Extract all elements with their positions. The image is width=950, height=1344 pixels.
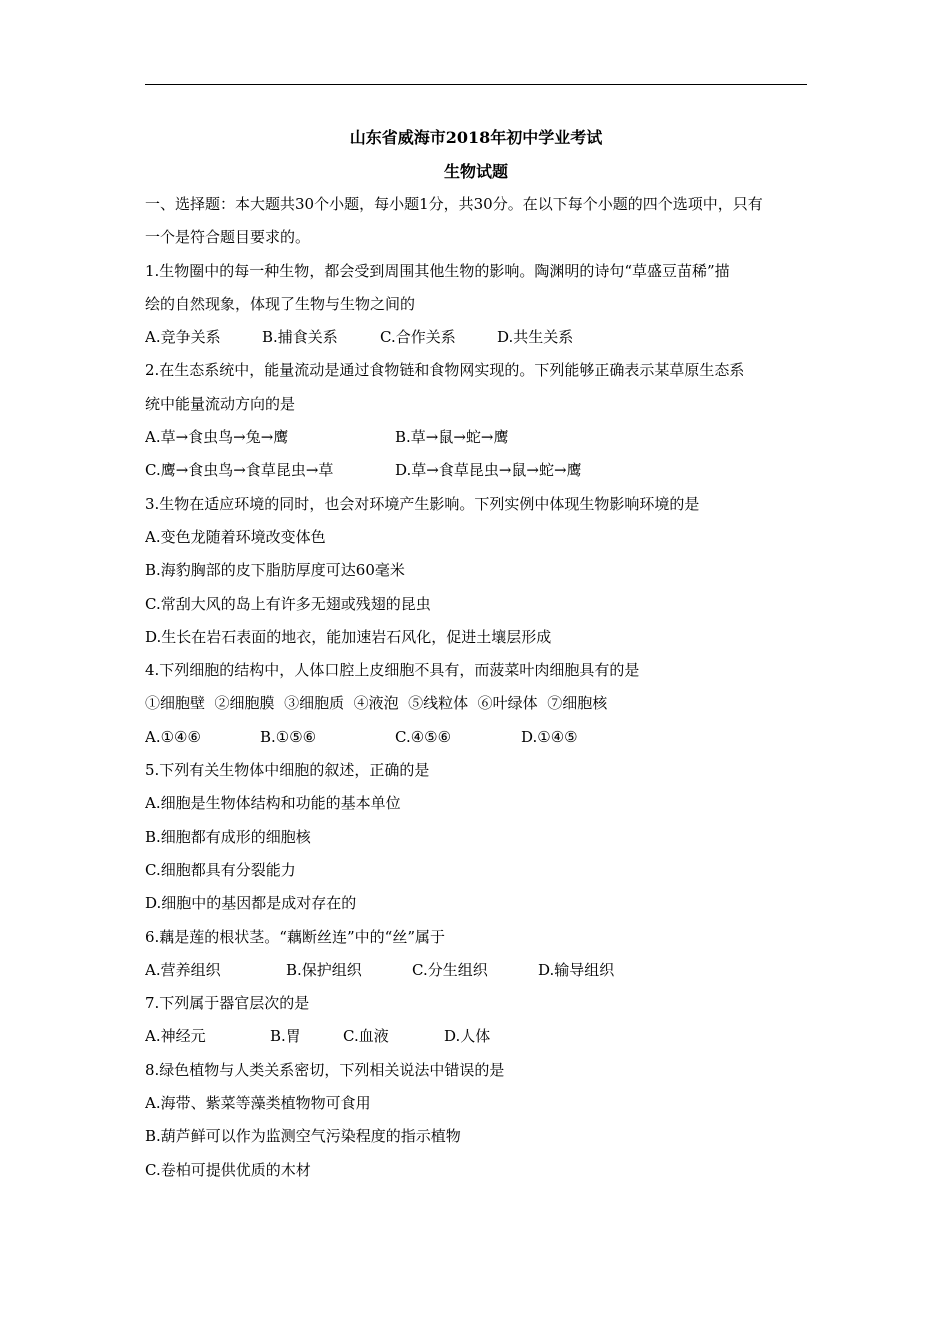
question-5-stem: 5.下列有关生物体中细胞的叙述，正确的是 xyxy=(145,761,430,780)
option-a: A.海带、紫菜等藻类植物物可食用 xyxy=(145,1094,371,1113)
option-d: D.细胞中的基因都是成对存在的 xyxy=(145,894,357,913)
option-a: A.变色龙随着环境改变体色 xyxy=(145,527,326,546)
option-c: C.卷柏可提供优质的木材 xyxy=(145,1160,311,1179)
option-a: A.细胞是生物体结构和功能的基本单位 xyxy=(145,794,401,813)
option-b: B.草→鼠→蛇→鹰 xyxy=(395,428,509,447)
option-b: B.细胞都有成形的细胞核 xyxy=(145,827,311,846)
question-4-items: ①细胞壁 ②细胞膜 ③细胞质 ④液泡 ⑤线粒体 ⑥叶绿体 ⑦细胞核 xyxy=(145,694,608,713)
option-c: C.鹰→食虫鸟→食草昆虫→草 xyxy=(145,461,334,480)
option-a: A.草→食虫鸟→兔→鹰 xyxy=(145,428,289,447)
question-6-options xyxy=(145,954,807,987)
question-6-stem: 6.藕是莲的根状茎。“藕断丝连”中的“丝”属于 xyxy=(145,927,445,946)
option-b: B.胃 xyxy=(270,1027,301,1046)
option-a: A.竞争关系 xyxy=(145,328,221,347)
question-7-stem: 7.下列属于器官层次的是 xyxy=(145,994,310,1013)
option-d: D.共生关系 xyxy=(497,328,574,347)
option-c: C.血液 xyxy=(343,1027,389,1046)
option-c: C.合作关系 xyxy=(380,328,456,347)
question-4-stem: 4.下列细胞的结构中，人体口腔上皮细胞不具有，而菠菜叶肉细胞具有的是 xyxy=(145,661,640,680)
question-2-options-row1 xyxy=(145,421,807,454)
option-c: C.④⑤⑥ xyxy=(395,727,452,746)
option-a: A.营养组织 xyxy=(145,960,221,979)
question-2-options-row2 xyxy=(145,454,807,487)
question-4-options xyxy=(145,721,807,754)
option-d: D.生长在岩石表面的地衣，能加速岩石风化，促进土壤层形成 xyxy=(145,627,552,646)
option-a: A.神经元 xyxy=(145,1027,206,1046)
option-d: D.人体 xyxy=(444,1027,491,1046)
option-d: D.草→食草昆虫→鼠→蛇→鹰 xyxy=(395,461,582,480)
option-d: D.①④⑤ xyxy=(521,727,578,746)
option-b: B.保护组织 xyxy=(286,960,362,979)
option-c: C.细胞都具有分裂能力 xyxy=(145,860,296,879)
page-subtitle: 生物试题 xyxy=(443,162,508,181)
question-1-options xyxy=(145,321,807,354)
option-c: C.分生组织 xyxy=(412,960,488,979)
question-1-stem: 1.生物圈中的每一种生物，都会受到周围其他生物的影响。陶渊明的诗句“草盛豆苗稀”描 xyxy=(145,261,730,280)
question-2-stem-cont: 统中能量流动方向的是 xyxy=(145,394,296,413)
option-d: D.输导组织 xyxy=(538,960,615,979)
question-2-stem: 2.在生态系统中，能量流动是通过食物链和食物网实现的。下列能够正确表示某草原生态系 xyxy=(145,361,745,380)
option-a: A.①④⑥ xyxy=(145,727,201,746)
header-rule xyxy=(145,84,807,85)
option-b: B.①⑤⑥ xyxy=(260,727,317,746)
option-b: B.海豹胸部的皮下脂肪厚度可达60毫米 xyxy=(145,561,405,580)
option-b: B.葫芦鲜可以作为监测空气污染程度的指示植物 xyxy=(145,1127,461,1146)
question-7-options xyxy=(145,1020,807,1053)
section-instructions: 一、选择题：本大题共30个小题，每小题1分，共30分。在以下每个小题的四个选项中，只有 xyxy=(145,195,763,213)
question-3-stem: 3.生物在适应环境的同时，也会对环境产生影响。下列实例中体现生物影响环境的是 xyxy=(145,494,700,513)
exam-body xyxy=(145,188,807,1187)
page-title: 山东省威海市2018年初中学业考试 xyxy=(349,128,603,147)
option-b: B.捕食关系 xyxy=(262,328,338,347)
option-c: C.常刮大风的岛上有许多无翅或残翅的昆虫 xyxy=(145,594,431,613)
question-8-stem: 8.绿色植物与人类关系密切，下列相关说法中错误的是 xyxy=(145,1060,505,1079)
question-1-stem-cont: 绘的自然现象，体现了生物与生物之间的 xyxy=(145,294,416,313)
section-instructions-cont: 一个是符合题目要求的。 xyxy=(145,228,311,247)
